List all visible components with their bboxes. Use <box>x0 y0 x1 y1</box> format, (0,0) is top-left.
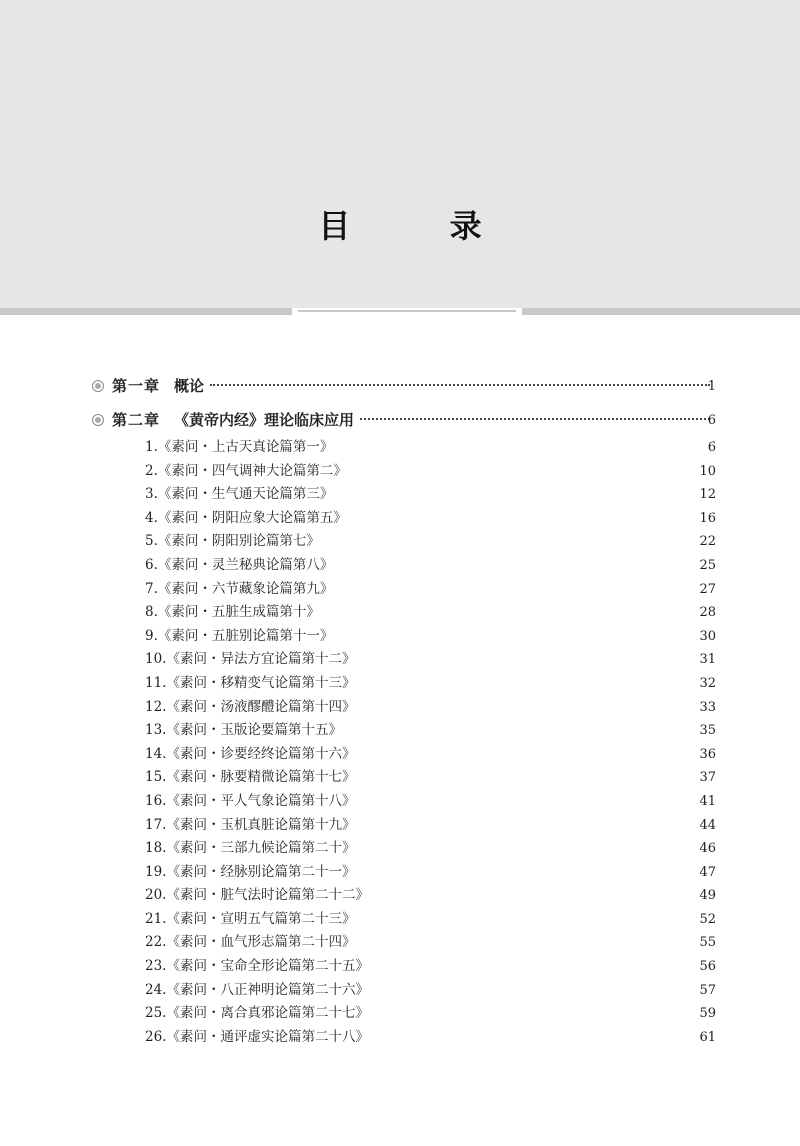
section-page-number: 28 <box>699 605 716 621</box>
section-page-number: 30 <box>699 628 716 644</box>
divider-center <box>298 310 516 312</box>
section-title: 13.《素问・玉版论要篇第十五》 <box>145 722 342 739</box>
section-page-number: 6 <box>707 440 716 455</box>
toc-section-entry[interactable] <box>0 790 800 814</box>
section-page-number: 36 <box>699 746 716 762</box>
section-page-number: 22 <box>699 534 716 550</box>
toc-section-entry[interactable] <box>0 483 800 507</box>
chapter-entry[interactable] <box>0 374 800 404</box>
section-page-number: 44 <box>699 817 716 833</box>
toc-section-entry[interactable] <box>0 648 800 672</box>
section-title: 23.《素问・宝命全形论篇第二十五》 <box>145 958 369 975</box>
section-title: 6.《素问・灵兰秘典论篇第八》 <box>145 556 334 573</box>
chapter-page-number: 1 <box>707 379 716 394</box>
section-page-number: 56 <box>699 959 716 975</box>
page-title: 目 录 <box>318 207 526 245</box>
section-title: 12.《素问・汤液醪醴论篇第十四》 <box>145 698 356 715</box>
header-band <box>0 0 800 308</box>
section-page-number: 59 <box>699 1006 716 1022</box>
section-page-number: 10 <box>699 463 716 479</box>
toc-section-entry[interactable] <box>0 507 800 531</box>
section-page-number: 35 <box>699 723 716 739</box>
section-title: 24.《素问・八正神明论篇第二十六》 <box>145 981 369 998</box>
section-title: 21.《素问・宣明五气篇第二十三》 <box>145 910 356 927</box>
circle-bullet-icon <box>92 380 104 392</box>
divider-left <box>0 308 292 315</box>
section-title: 3.《素问・生气通天论篇第三》 <box>145 486 334 503</box>
section-title: 14.《素问・诊要经终论篇第十六》 <box>145 745 356 762</box>
section-page-number: 41 <box>699 793 716 809</box>
section-title: 1.《素问・上古天真论篇第一》 <box>145 439 334 455</box>
chapter-title: 《黄帝内经》理论临床应用 <box>174 411 355 429</box>
chapter-label: 第二章 <box>112 411 161 429</box>
toc-section-entry[interactable] <box>0 554 800 578</box>
toc-section-entry[interactable] <box>0 672 800 696</box>
toc-section-entry[interactable] <box>0 743 800 767</box>
table-of-contents <box>0 370 800 1049</box>
toc-section-entry[interactable] <box>0 908 800 932</box>
toc-section-entry[interactable] <box>0 601 800 625</box>
section-page-number: 31 <box>699 652 716 668</box>
section-title: 25.《素问・离合真邪论篇第二十七》 <box>145 1005 369 1022</box>
section-page-number: 12 <box>699 487 716 503</box>
toc-section-entry[interactable] <box>0 766 800 790</box>
toc-section-entry[interactable] <box>0 436 800 460</box>
toc-section-entry[interactable] <box>0 979 800 1003</box>
section-title: 4.《素问・阴阳应象大论篇第五》 <box>145 509 347 526</box>
toc-section-entry[interactable] <box>0 530 800 554</box>
toc-section-entry[interactable] <box>0 814 800 838</box>
section-title: 10.《素问・异法方宜论篇第十二》 <box>145 651 356 668</box>
section-page-number: 55 <box>699 935 716 951</box>
toc-section-entry[interactable] <box>0 931 800 955</box>
section-title: 18.《素问・三部九候论篇第二十》 <box>145 840 356 857</box>
section-page-number: 46 <box>699 841 716 857</box>
section-page-number: 33 <box>699 699 716 715</box>
chapter-label: 第一章 <box>112 377 161 395</box>
toc-section-entry[interactable] <box>0 861 800 885</box>
section-page-number: 49 <box>699 888 716 904</box>
chapter-entry[interactable] <box>0 408 800 438</box>
section-title: 9.《素问・五脏别论篇第十一》 <box>145 627 334 644</box>
section-title: 16.《素问・平人气象论篇第十八》 <box>145 792 356 809</box>
chapter-title: 概论 <box>174 377 205 395</box>
section-page-number: 25 <box>699 557 716 573</box>
toc-section-entry[interactable] <box>0 1026 800 1050</box>
toc-section-entry[interactable] <box>0 696 800 720</box>
section-title: 17.《素问・玉机真脏论篇第十九》 <box>145 816 356 833</box>
section-title: 19.《素问・经脉别论篇第二十一》 <box>145 863 356 880</box>
toc-section-entry[interactable] <box>0 837 800 861</box>
section-page-number: 52 <box>699 911 716 927</box>
toc-section-entry[interactable] <box>0 719 800 743</box>
section-list <box>0 436 800 1049</box>
section-title: 15.《素问・脉要精微论篇第十七》 <box>145 769 356 786</box>
section-page-number: 27 <box>699 581 716 597</box>
section-page-number: 61 <box>699 1029 716 1045</box>
toc-section-entry[interactable] <box>0 625 800 649</box>
section-page-number: 16 <box>699 510 716 526</box>
section-page-number: 57 <box>699 982 716 998</box>
section-title: 20.《素问・脏气法时论篇第二十二》 <box>145 887 369 904</box>
divider-right <box>522 308 800 315</box>
section-title: 26.《素问・通评虚实论篇第二十八》 <box>145 1028 369 1045</box>
section-page-number: 32 <box>699 675 716 691</box>
toc-section-entry[interactable] <box>0 955 800 979</box>
section-title: 7.《素问・六节藏象论篇第九》 <box>145 580 334 597</box>
toc-section-entry[interactable] <box>0 460 800 484</box>
toc-section-entry[interactable] <box>0 1002 800 1026</box>
dot-leader <box>210 384 710 386</box>
toc-section-entry[interactable] <box>0 884 800 908</box>
section-title: 22.《素问・血气形志篇第二十四》 <box>145 934 356 951</box>
section-title: 11.《素问・移精变气论篇第十三》 <box>145 674 356 691</box>
toc-section-entry[interactable] <box>0 578 800 602</box>
section-title: 5.《素问・阴阳别论篇第七》 <box>145 533 320 550</box>
dot-leader <box>360 418 710 420</box>
chapter-page-number: 6 <box>707 413 716 428</box>
section-title: 2.《素问・四气调神大论篇第二》 <box>145 462 347 479</box>
section-page-number: 37 <box>699 770 716 786</box>
circle-bullet-icon <box>92 414 104 426</box>
section-title: 8.《素问・五脏生成篇第十》 <box>145 604 320 621</box>
section-page-number: 47 <box>699 864 716 880</box>
